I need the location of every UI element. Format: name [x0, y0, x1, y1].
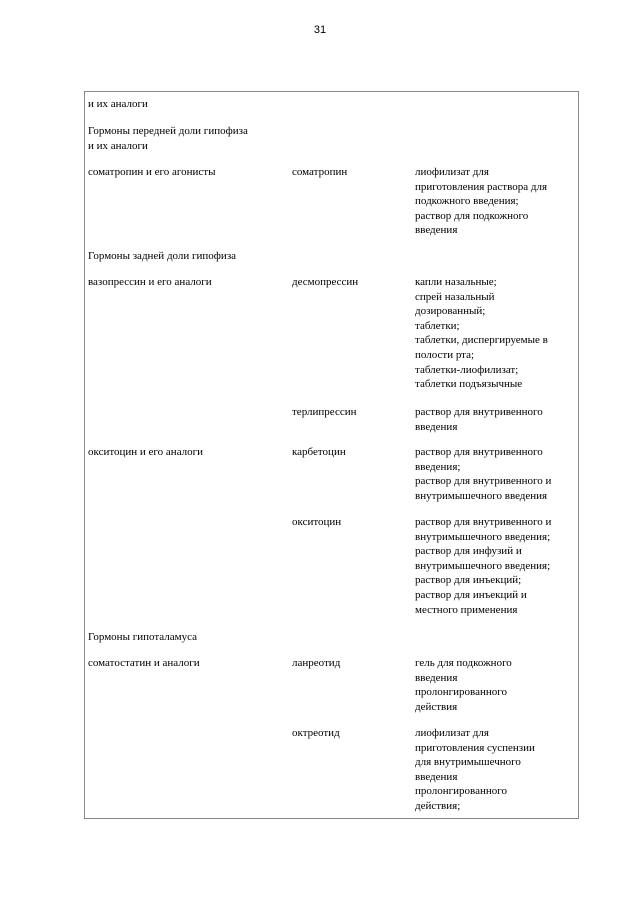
dosage-form-cell: лиофилизат для приготовления раствора для подкожного введения; раствор для подкожного введения	[415, 166, 547, 237]
group-cell: и их аналоги	[88, 98, 148, 110]
group-cell: вазопрессин и его аналоги	[88, 276, 212, 288]
drug-name-cell: десмопрессин	[292, 276, 359, 288]
group-cell: окситоцин и его аналоги	[88, 446, 204, 458]
dosage-form-cell: лиофилизат для приготовления суспензии для внутримышечного введения пролонгированного действия;	[415, 727, 535, 812]
drug-name-cell: ланреотид	[292, 657, 341, 669]
group-cell: соматропин и его агонисты	[88, 166, 216, 178]
drug-name-cell: карбетоцин	[292, 446, 346, 458]
group-cell: Гормоны задней доли гипофиза	[88, 250, 237, 262]
dosage-form-cell: капли назальные; спрей назальный дозированный; таблетки; таблетки, диспергируемые в полости рта; таблетки-лиофилизат; таблетки подъязычные	[415, 276, 548, 391]
drug-name-cell: окситоцин	[292, 516, 342, 528]
drug-name-cell: соматропин	[292, 166, 348, 178]
drug-name-cell: терлипрессин	[292, 406, 357, 418]
group-cell: Гормоны гипоталамуса	[88, 631, 198, 643]
dosage-form-cell: раствор для внутривенного и внутримышечного введения; раствор для инфузий и внутримышечного введения; раствор для инъекций; раствор для инъекций и местного применения	[415, 516, 552, 616]
drug-table	[84, 91, 579, 819]
drug-name-cell: октреотид	[292, 727, 340, 739]
group-cell: соматостатин и аналоги	[88, 657, 200, 669]
page-number: 31	[313, 24, 327, 36]
dosage-form-cell: гель для подкожного введения пролонгированного действия	[415, 657, 512, 713]
group-cell: Гормоны передней доли гипофиза и их аналоги	[88, 125, 248, 152]
dosage-form-cell: раствор для внутривенного введения	[415, 406, 543, 433]
dosage-form-cell: раствор для внутривенного введения; раствор для внутривенного и внутримышечного введения	[415, 446, 552, 502]
